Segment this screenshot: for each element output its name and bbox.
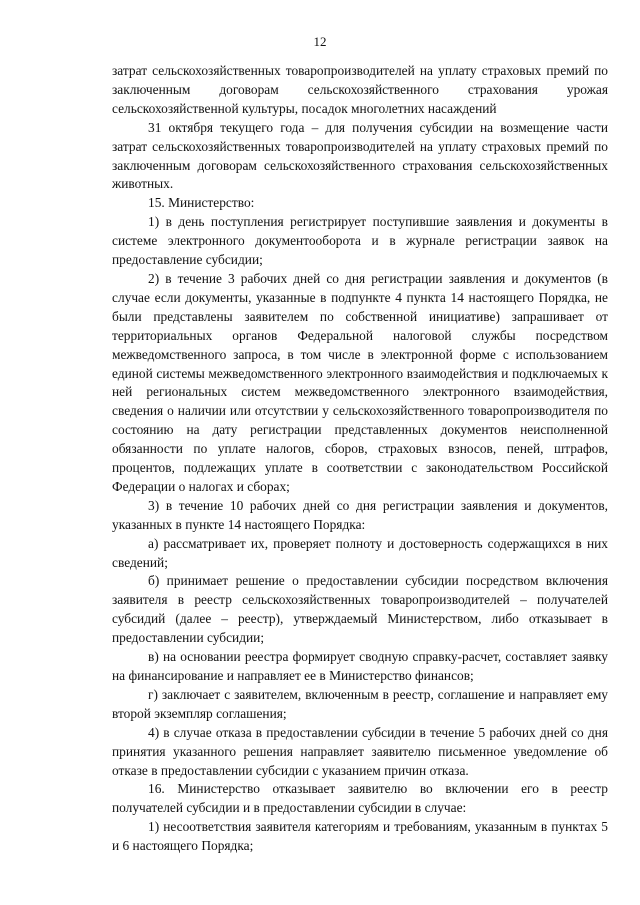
paragraph: г) заключает с заявителем, включенным в реестр, соглашение и направляет ему второй экземпляр соглашения; [112, 686, 608, 721]
document-body [112, 62, 608, 856]
paragraph: 31 октября текущего года – для получения субсидии на возмещение части затрат сельскохозяйственных товаропроизводителей на уплату страховых премий по заключенным договорам сельскохозяйственного страхования сельскохозяйственных животных. [112, 119, 608, 192]
paragraph: 15. Министерство: [148, 195, 255, 211]
paragraph: в) на основании реестра формирует сводную справку-расчет, составляет заявку на финансирование и направляет ее в Министерство финансов; [112, 649, 608, 683]
paragraph: а) рассматривает их, проверяет полноту и достоверность содержащихся в них сведений; [112, 535, 608, 570]
paragraph: 4) в случае отказа в предоставлении субсидии в течение 5 рабочих дней со дня принятия указанного решения направляет заявителю письменное уведомление об отказе в предоставлении субсидии с указанием причин отказа. [112, 724, 608, 778]
paragraph: 16. Министерство отказывает заявителю во включении его в реестр получателей субсидии и в предоставлении субсидии в случае: [112, 781, 608, 816]
paragraph: 1) в день поступления регистрирует поступившие заявления и документы в системе электронного документооборота и в журнале регистрации заявок на предоставление субсидии; [112, 214, 608, 268]
paragraph: 1) несоответствия заявителя категориям и требованиям, указанным в пунктах 5 и 6 настоящего Порядка; [112, 819, 608, 854]
paragraph: затрат сельскохозяйственных товаропроизводителей на уплату страховых премий по заключенным договорам сельскохозяйственного страхования урожая сельскохозяйственной культуры, посадок многолетних насаждений [112, 63, 608, 116]
paragraph: б) принимает решение о предоставлении субсидии посредством включения заявителя в реестр сельскохозяйственных товаропроизводителей – получателей субсидий (далее – реестр), утверждаемый Министерством, либо отказывает в предоставлении субсидии; [112, 573, 608, 646]
paragraph: 3) в течение 10 рабочих дней со дня регистрации заявления и документов, указанных в пункте 14 настоящего Порядка: [112, 497, 608, 532]
paragraph: 2) в течение 3 рабочих дней со дня регистрации заявления и документов (в случае если документы, указанные в подпункте 4 пункта 14 настоящего Порядка, не были представлены заявителем по собственной инициативе) запрашивает от территориальных органов Федеральной налоговой службы посредством межведомственного запроса, в том числе в электронной форме с использованием единой системы межведомственного электронного взаимодействия и подключаемых к ней региональных систем межведомственного электронного взаимодействия, сведения о наличии или отсутствии у сельскохозяйственного товаропроизводителя по состоянию на дату регистрации представленных документов неисполненной обязанности по уплате налогов, сборов, страховых взносов, пеней, штрафов, процентов, подлежащих уплате в соответствии с законодательством Российской Федерации о налогах и сборах; [112, 270, 608, 494]
page-number: 12 [313, 34, 327, 49]
